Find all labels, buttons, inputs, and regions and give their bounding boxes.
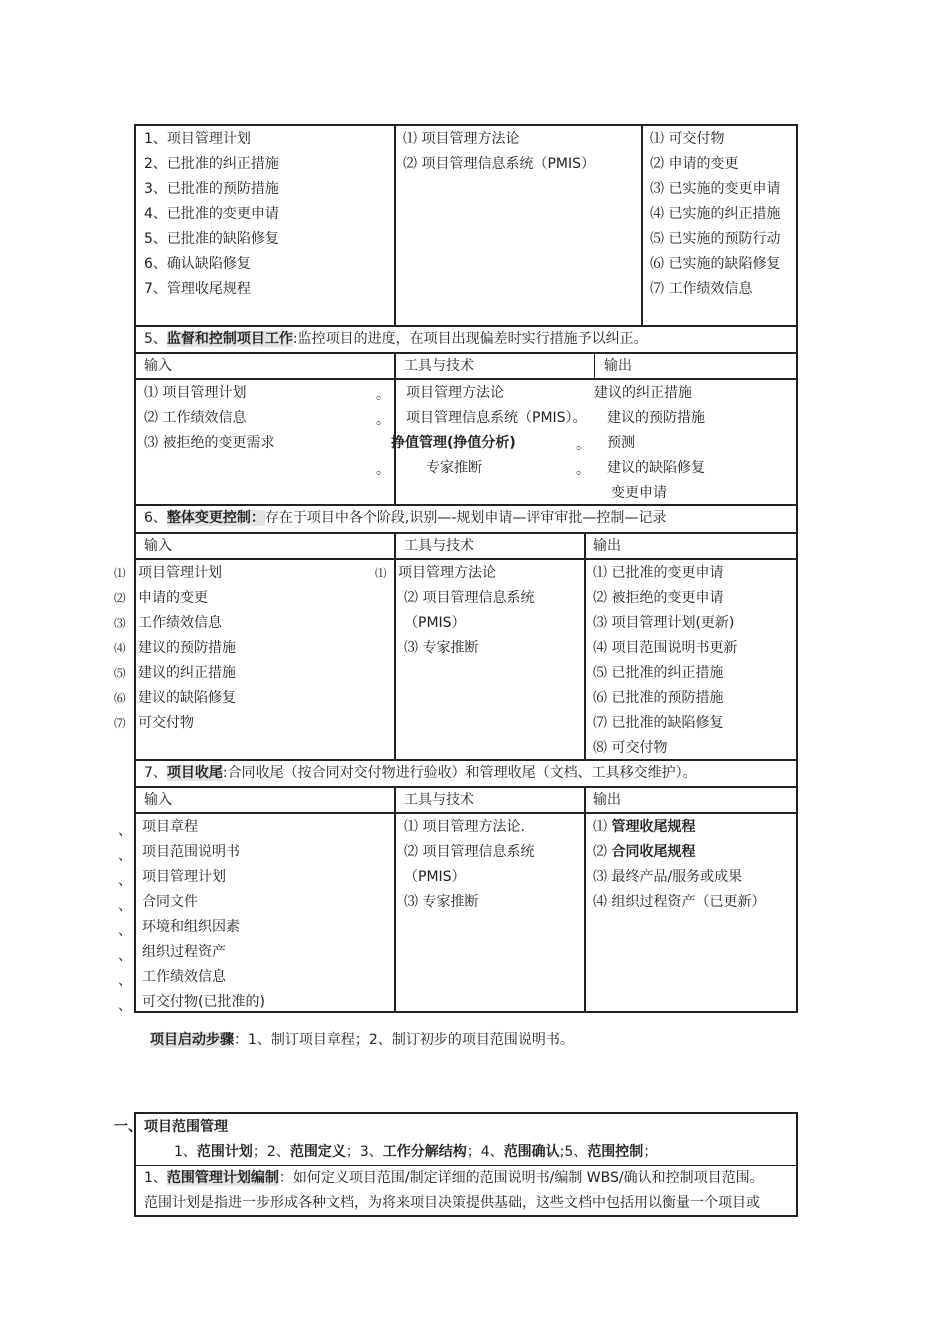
- list-item: ⑶ 被拒绝的变更需求: [144, 435, 275, 451]
- divider: [134, 378, 798, 380]
- list-item: 申请的变更: [138, 590, 208, 606]
- divider: [584, 786, 586, 1012]
- header-tools: 工具与技术: [404, 538, 474, 554]
- list-item: ⑵ 项目管理信息系统（PMIS）: [403, 156, 595, 172]
- list-item: ⑶ 已实施的变更申请: [650, 181, 781, 197]
- divider: [394, 786, 396, 1012]
- list-item: ⑹ 已批准的预防措施: [593, 690, 724, 706]
- list-item: 5、已批准的缺陷修复: [144, 231, 279, 247]
- list-item: 建议的缺陷修复: [607, 460, 705, 476]
- scope-steps: 1、范围计划；2、范围定义；3、工作分解结构；4、范围确认;5、范围控制；: [174, 1144, 658, 1160]
- marker: 、: [118, 923, 132, 939]
- section-5-heading: 5、监督和控制项目工作:监控项目的进度，在项目出现偏差时实行措施予以纠正。: [144, 331, 648, 347]
- list-item: 项目范围说明书: [142, 844, 240, 860]
- marker: 、: [118, 973, 132, 989]
- list-item: ⑺ 工作绩效信息: [650, 281, 753, 297]
- marker: 、: [118, 898, 132, 914]
- marker: 、: [118, 823, 132, 839]
- marker: ⑵: [114, 591, 126, 605]
- list-item: ⑶ 专家推断: [404, 894, 479, 910]
- list-item: 建议的缺陷修复: [138, 690, 236, 706]
- list-item: 工作绩效信息: [142, 969, 226, 985]
- divider: [134, 812, 798, 814]
- list-item: ⑶ 项目管理计划(更新): [593, 615, 735, 631]
- list-item: 合同文件: [142, 894, 198, 910]
- list-item: （PMIS）: [404, 615, 466, 631]
- dot: 。: [376, 462, 390, 478]
- header-input: 输入: [144, 792, 172, 808]
- list-item: ⑵ 申请的变更: [650, 156, 739, 172]
- divider: [134, 558, 798, 560]
- list-item: 建议的预防措施: [138, 640, 236, 656]
- list-item: ⑵ 工作绩效信息: [144, 410, 247, 426]
- list-item: ⑷ 组织过程资产（已更新）: [593, 894, 766, 910]
- list-item: 变更申请: [611, 485, 667, 501]
- list-item: 可交付物: [138, 715, 194, 731]
- marker: ⑴: [114, 566, 126, 580]
- list-item: 工作绩效信息: [138, 615, 222, 631]
- list-item: ⑴ 已批准的变更申请: [593, 565, 724, 581]
- list-item: ⑴ 项目管理方法论.: [404, 819, 525, 835]
- header-tools: 工具与技术: [404, 792, 474, 808]
- marker: 、: [118, 848, 132, 864]
- divider: [394, 532, 396, 759]
- list-item: 建议的纠正措施: [594, 385, 692, 401]
- list-item: 建议的纠正措施: [138, 665, 236, 681]
- list-item: （PMIS）: [404, 869, 466, 885]
- divider: [594, 352, 595, 378]
- list-item: ⑻ 可交付物: [593, 740, 668, 756]
- list-item: 项目章程: [142, 819, 198, 835]
- header-tools: 工具与技术: [404, 358, 474, 374]
- dot: 。: [376, 412, 390, 428]
- list-item: ⑷ 已实施的纠正措施: [650, 206, 781, 222]
- list-item: ⑷ 项目范围说明书更新: [593, 640, 738, 656]
- marker: ⑷: [114, 641, 126, 655]
- list-item: 7、管理收尾规程: [144, 281, 251, 297]
- dot: 。: [576, 437, 590, 453]
- list-item: 3、已批准的预防措施: [144, 181, 279, 197]
- list-item: ⑸ 已实施的预防行动: [650, 231, 781, 247]
- list-item: ⑴ 项目管理方法论: [403, 131, 520, 147]
- list-item: 项目管理计划: [142, 869, 226, 885]
- marker: ⑺: [114, 716, 126, 730]
- section-6-heading: 6、整体变更控制：存在于项目中各个阶段,识别—-规划申请—评审审批—控制—记录: [144, 510, 667, 526]
- header-output: 输出: [593, 792, 621, 808]
- list-item: 可交付物(已批准的): [142, 994, 265, 1010]
- list-item: ⑺ 已批准的缺陷修复: [593, 715, 724, 731]
- list-item: 项目管理方法论: [398, 565, 496, 581]
- divider: [394, 352, 396, 504]
- list-item: ⑹ 已实施的缺陷修复: [650, 256, 781, 272]
- list-item: 项目管理方法论: [406, 385, 504, 401]
- list-item: 2、已批准的纠正措施: [144, 156, 279, 172]
- list-item: 环境和组织因素: [142, 919, 240, 935]
- marker: ⑸: [114, 666, 126, 680]
- list-item: 专家推断: [426, 460, 482, 476]
- header-output: 输出: [604, 358, 632, 374]
- header-input: 输入: [144, 358, 172, 374]
- list-item: 组织过程资产: [142, 944, 226, 960]
- list-item: ⑶ 最终产品/服务或成果: [593, 869, 743, 885]
- list-item: ⑸ 已批准的纠正措施: [593, 665, 724, 681]
- list-item: 建议的预防措施: [607, 410, 705, 426]
- header-output: 输出: [593, 538, 621, 554]
- list-item: 4、已批准的变更申请: [144, 206, 279, 222]
- divider: [584, 532, 586, 759]
- list-item: ⑴ 管理收尾规程: [593, 819, 696, 835]
- divider: [394, 124, 396, 326]
- list-item: ⑵ 被拒绝的变更申请: [593, 590, 724, 606]
- scope-number: 一、: [114, 1119, 142, 1135]
- list-item: ⑵ 项目管理信息系统: [404, 844, 535, 860]
- scope-paragraph-1: 1、范围管理计划编制：如何定义项目范围/制定详细的范围说明书/编制 WBS/确认和控制项目范围。: [144, 1170, 764, 1186]
- marker: ⑹: [114, 691, 126, 705]
- marker: 、: [118, 948, 132, 964]
- scope-paragraph-2: 范围计划是指进一步形成各种文档，为将来项目决策提供基础，这些文档中包括用以衡量一个项目或: [144, 1195, 760, 1211]
- dot: 。: [576, 462, 590, 478]
- marker: ⑶: [114, 616, 126, 630]
- marker: 、: [118, 873, 132, 889]
- list-item: 项目管理计划: [138, 565, 222, 581]
- list-item: ⑶ 专家推断: [404, 640, 479, 656]
- dot: 。: [376, 387, 390, 403]
- section-7-heading: 7、项目收尾:合同收尾（按合同对交付物进行验收）和管理收尾（文档、工具移交维护）。: [144, 765, 697, 781]
- list-item: 项目管理信息系统（PMIS）。: [406, 410, 587, 426]
- list-item: ⑵ 合同收尾规程: [593, 844, 696, 860]
- list-item: ⑴ 可交付物: [650, 131, 725, 147]
- header-input: 输入: [144, 538, 172, 554]
- list-item: 1、项目管理计划: [144, 131, 251, 147]
- list-item: ⑴ 项目管理计划: [144, 385, 247, 401]
- list-item: 挣值管理(挣值分析): [391, 435, 516, 451]
- list-item: 6、确认缺陷修复: [144, 256, 251, 272]
- divider: [641, 124, 643, 326]
- scope-title: 项目范围管理: [144, 1119, 228, 1135]
- startup-steps: 项目启动步骤：1、制订项目章程；2、制订初步的项目范围说明书。: [150, 1032, 574, 1048]
- list-item: ⑵ 项目管理信息系统: [404, 590, 535, 606]
- marker: ⑴: [375, 566, 387, 580]
- list-item: 预测: [607, 435, 635, 451]
- marker: 、: [118, 998, 132, 1014]
